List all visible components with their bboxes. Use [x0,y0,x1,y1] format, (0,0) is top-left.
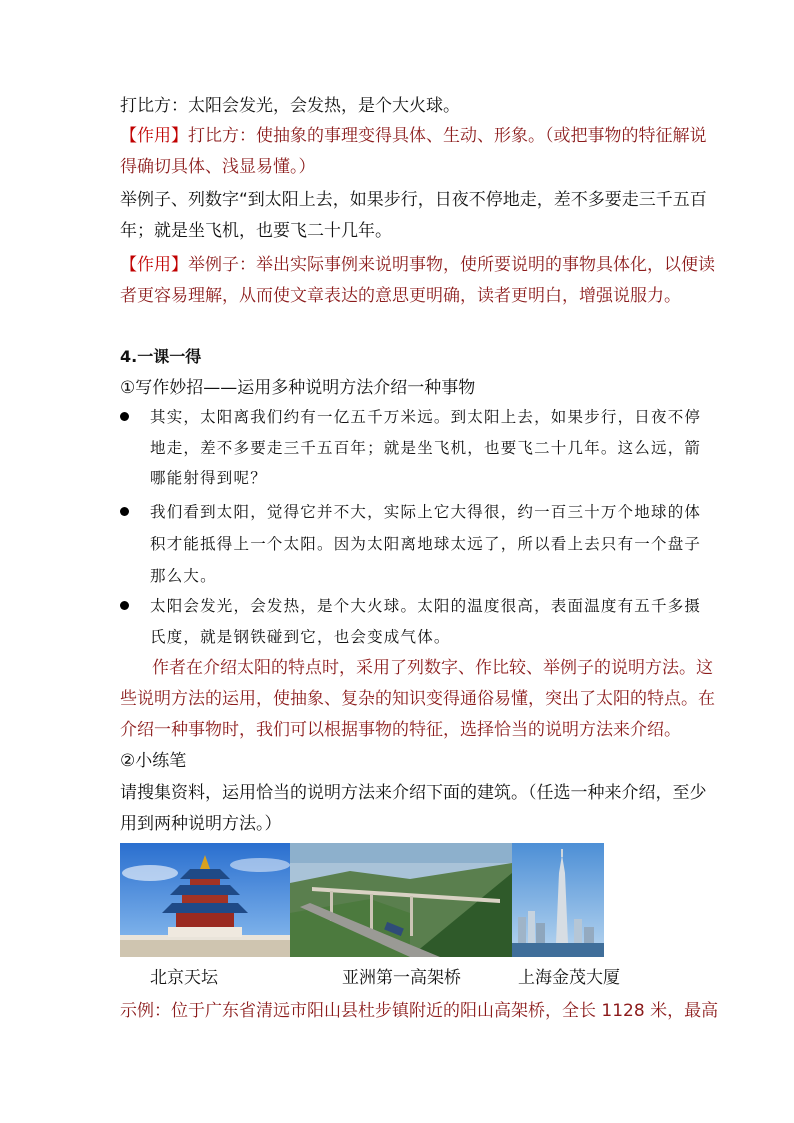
caption-jin-mao-tower: 上海金茂大厦 [518,968,620,988]
bullet-1-line1: 其实，太阳离我们约有一亿五千万米远。到太阳上去，如果步行，日夜不停 [150,408,702,426]
bullet-dot [120,601,129,610]
bullet-3-line2: 氏度，就是钢铁碰到它，也会变成气体。 [150,628,451,646]
example-paragraph: 示例：位于广东省清远市阳山县杜步镇附近的阳山高架桥，全长 1128 米，最高 [120,1001,719,1021]
effect-example-line2: 者更容易理解，从而使文章表达的意思更明确，读者更明白，增强说服力。 [120,286,681,306]
analysis-line3: 介绍一种事物时，我们可以根据事物的特征，选择恰当的说明方法来介绍。 [120,720,681,740]
caption-temple-of-heaven: 北京天坛 [150,968,218,988]
effect-metaphor-line1 [120,124,707,148]
task-line1: 请搜集资料，运用恰当的说明方法来介绍下面的建筑。（任选一种来介绍，至少 [120,783,707,803]
paragraph-example-line1: 举例子、列数字“到太阳上去，如果步行，日夜不停地走，差不多要走三千五百 [120,190,707,210]
bullet-1-line3: 哪能射得到呢？ [150,469,267,487]
temple-of-heaven-photo [120,843,290,957]
effect-example-text: 举例子：举出实际事例来说明事物，使所要说明的事物具体化，以便读 [188,255,715,275]
paragraph-example-line2: 年；就是坐飞机，也要飞二十几年。 [120,221,392,241]
bullet-2-line1: 我们看到太阳，觉得它并不大，实际上它大得很，约一百三十万个地球的体 [150,503,702,521]
analysis-line2: 些说明方法的运用，使抽象、复杂的知识变得通俗易懂，突出了太阳的特点。在 [120,689,715,709]
effect-tag: 【作用】 [120,126,188,146]
jin-mao-tower-photo [512,843,604,957]
analysis-line1: 作者在介绍太阳的特点时，采用了列数字、作比较、举例子的说明方法。这 [152,658,713,678]
bullet-3-line1: 太阳会发光，会发热，是个大火球。太阳的温度很高，表面温度有五千多摄 [150,597,702,615]
bullet-2-line3: 那么大。 [150,567,217,585]
highest-viaduct-photo [290,843,512,957]
subheading-practice: ②小练笔 [120,751,187,771]
paragraph-metaphor: 打比方：太阳会发光，会发热，是个大火球。 [120,96,460,116]
bullet-dot [120,412,129,421]
effect-metaphor-line2: 得确切具体、浅显易懂。） [120,157,316,177]
section-heading: 4.一课一得 [120,347,202,366]
bullet-dot [120,507,129,516]
bullet-2-line2: 积才能抵得上一个太阳。因为太阳离地球太远了，所以看上去只有一个盘子 [150,535,702,553]
bullet-1-line2: 地走，差不多要走三千五百年；就是坐飞机，也要飞二十几年。这么远，箭 [150,439,702,457]
effect-tag: 【作用】 [120,255,188,275]
effect-example-line1 [120,253,715,277]
effect-metaphor-text: 打比方：使抽象的事理变得具体、生动、形象。（或把事物的特征解说 [188,126,707,146]
task-line2: 用到两种说明方法。） [120,814,282,834]
caption-viaduct: 亚洲第一高架桥 [342,968,461,988]
subheading-writing-tip: ①写作妙招——运用多种说明方法介绍一种事物 [120,378,476,398]
